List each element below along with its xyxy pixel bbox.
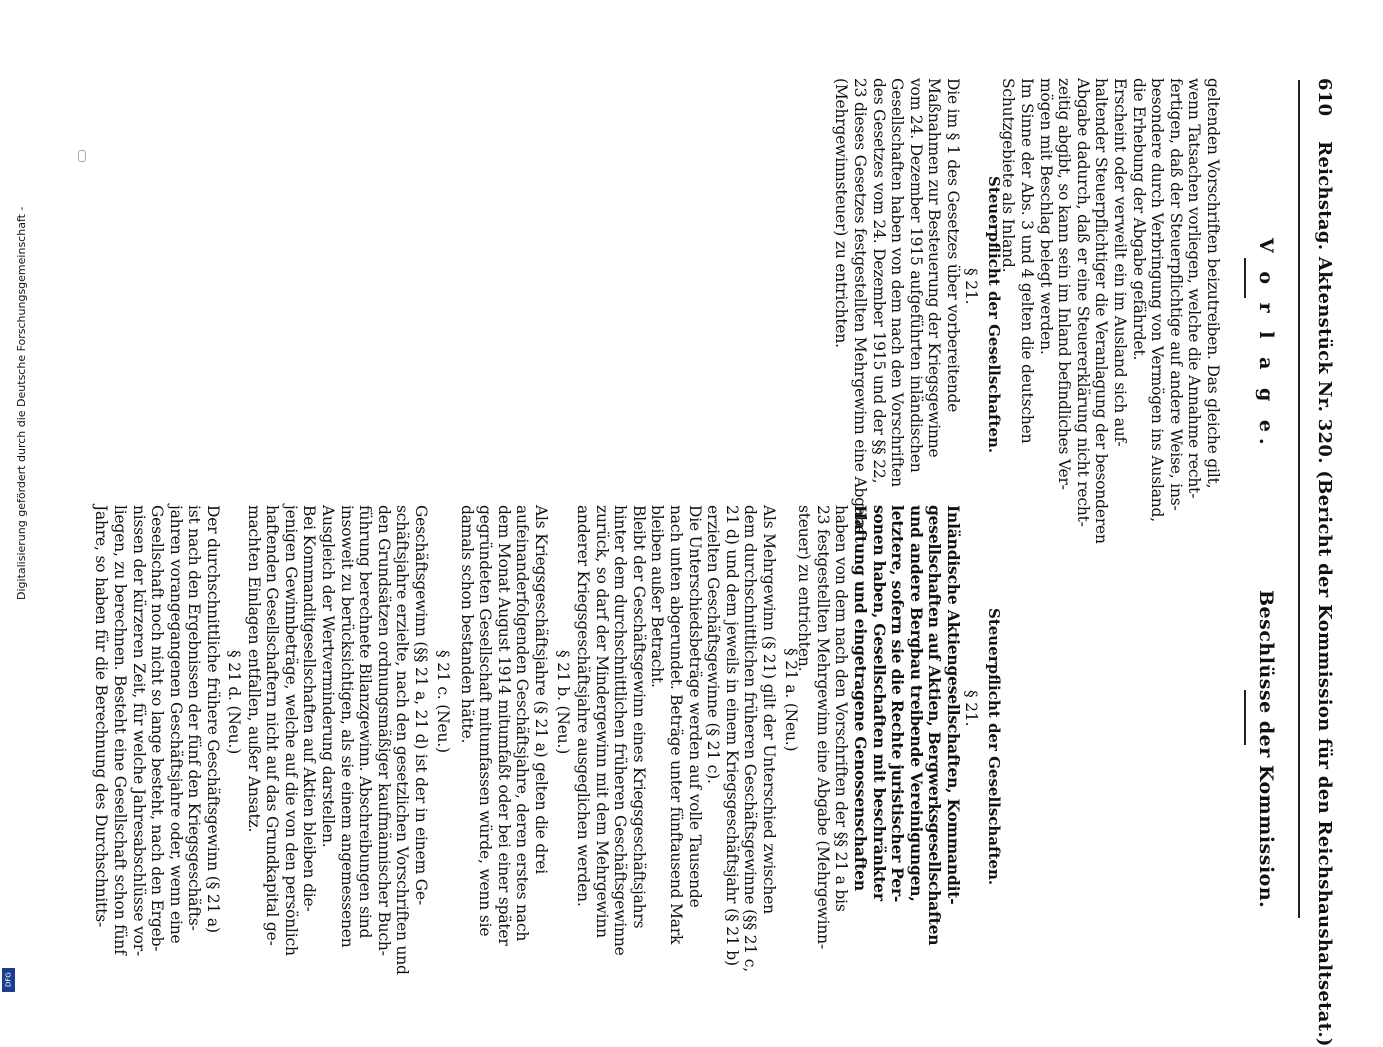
s21a-text-line: erzielten Geschäftsgewinne (§ 21 c). bbox=[704, 505, 723, 784]
beschluesse-bold-line: sonen haben, Gesellschaften mit beschränkter bbox=[869, 505, 889, 901]
vorlage-text-line: mögen mit Beschlag belegt werden. bbox=[1036, 78, 1055, 355]
s21b-text-line: aufeinanderfolgenden Geschäftsjahre, deren erstes nach bbox=[513, 505, 532, 942]
s21b-block bbox=[457, 505, 550, 946]
s21b-lines bbox=[457, 505, 550, 946]
s21c-text-line: jenigen Gewinnbeträge, welche auf die von den persönlich bbox=[281, 505, 300, 956]
s21c-text-line: Ausgleich der Wertverminderung darstellen. bbox=[319, 505, 338, 848]
s21b-text-line: Als Kriegsgeschäftsjahre (§ 21 a) gelten die drei bbox=[532, 505, 550, 875]
vorlage-text-line: 23 dieses Gesetzes festgestellten Mehrgewinn eine Abgabe bbox=[851, 78, 870, 535]
beschluesse-section-heading: Steuerpflicht der Gesellschaften. bbox=[985, 608, 1003, 886]
vorlage-rule bbox=[1244, 258, 1246, 298]
s21a-text-line: dem durchschnittlichen früheren Geschäftsgewinne (§§ 21 c, bbox=[741, 505, 760, 973]
vorlage-text-line: des Gesetzes vom 24. Dezember 1915 und der §§ 22, bbox=[869, 78, 888, 484]
vorlage-section-heading: Steuerpflicht der Gesellschaften. bbox=[985, 176, 1003, 454]
s21a-lines bbox=[573, 505, 778, 973]
vorlage-text-line: haltender Steuerpflichtiger die Veranlagung der besonderen bbox=[1092, 78, 1111, 544]
s21d-text-line: Der durchschnittliche frühere Geschäftsgewinn (§ 21 a) bbox=[204, 505, 222, 933]
s21d-text-line: Gesellschaft noch nicht so lange besteht, nach den Ergeb- bbox=[148, 505, 167, 952]
header-rule bbox=[1298, 80, 1300, 918]
dfg-strip bbox=[0, 0, 28, 1000]
vorlage-text-line: Erscheint oder verweilt ein im Ausland sich auf- bbox=[1111, 78, 1130, 447]
s21d-text-line: jahren vorangegangenen Geschäftsjahre oder, wenn eine bbox=[166, 505, 185, 944]
s21c-text-line: haftenden Gesellschaftern nicht auf das Grundkapital ge- bbox=[263, 505, 282, 946]
vorlage-text-line: (Mehrgewinnsteuer) zu entrichten. bbox=[832, 78, 851, 348]
s21a-text-line: 21 d) und dem jeweils in einem Kriegsgeschäftsjahr (§ 21 b) bbox=[722, 505, 741, 966]
vorlage-text-line: Gesellschaften haben von dem nach den Vorschriften bbox=[888, 78, 907, 487]
s21a-text-line: Bleibt der Geschäftsgewinn eines Kriegsgeschäftsjahrs bbox=[629, 505, 648, 929]
vorlage-text-line: wenn Tatsachen vorliegen, welche die Annahme recht- bbox=[1185, 78, 1204, 499]
beschluesse-bold-line: gesellschaften auf Aktien, Bergwerksgesellschaften bbox=[925, 505, 945, 946]
vorlage-text-line: Die im § 1 des Gesetzes über vorbereitende bbox=[944, 78, 962, 413]
dfg-logo: DFG bbox=[2, 968, 15, 992]
beschluesse-text-line: haben von dem nach den Vorschriften der §§ 21 a bis bbox=[832, 505, 851, 912]
vorlage-top-block bbox=[999, 78, 1222, 544]
scan-mark bbox=[78, 150, 86, 162]
s21d-text-line: nissen der kürzeren Zeit, für welche Jahresabschlüsse vor- bbox=[129, 505, 148, 957]
page-number: 610 bbox=[1314, 78, 1335, 117]
s21b-text-line: gegründeten Gesellschaft mitumfassen würde, wenn sie bbox=[476, 505, 495, 937]
s21d-block bbox=[92, 505, 222, 957]
s21c-text-line: schäftsjahre erzielte, nach den gesetzlichen Vorschriften und bbox=[393, 505, 412, 975]
beschluesse-bold-line: letztere, sofern sie die Rechte juristischer Per- bbox=[888, 505, 908, 903]
s21c-text-line: den Grundsätzen ordnungsmäßiger kaufmännischer Buch- bbox=[374, 505, 393, 956]
s21c-text-line: führung berechnete Bilanzgewinn. Abschreibungen sind bbox=[356, 505, 375, 939]
beschluesse-text-line: 23 festgestellten Mehrgewinn eine Abgabe (Mehrgewinn- bbox=[813, 505, 832, 949]
s21a-text-line: Die Unterschiedsbeträge werden auf volle Tausende bbox=[685, 505, 704, 908]
vorlage-paragraph bbox=[832, 78, 962, 535]
s21a-block bbox=[573, 505, 778, 973]
s21a-text-line: zurück, so darf der Mindergewinn mit dem Mehrgewinn bbox=[592, 505, 611, 938]
vorlage-title: V o r l a g e. bbox=[1255, 238, 1277, 451]
s21c-lines bbox=[244, 505, 430, 975]
vorlage-text-line: Schutzgebiete als Inland. bbox=[999, 78, 1018, 273]
vorlage-text-line: geltenden Vorschriften beizutreiben. Das gleiche gilt, bbox=[1204, 78, 1222, 489]
running-header bbox=[1314, 78, 1335, 1047]
digitization-notice: Digitalisierung gefördert durch die Deutsche Forschungsgemeinschaft - bbox=[15, 206, 28, 600]
beschluesse-section-number: § 21. bbox=[962, 690, 980, 727]
vorlage-text-line: Abgabe dadurch, daß er eine Steuererklärung nicht recht- bbox=[1073, 78, 1092, 527]
vorlage-para-lines bbox=[832, 78, 962, 535]
beschluesse-bold-line: Inländische Aktiengesellschaften, Kommandit- bbox=[944, 505, 963, 905]
s21b-text-line: damals schon bestanden hätte. bbox=[457, 505, 476, 744]
running-title: Reichstag. Aktenstück Nr. 320. (Bericht der Kommission für den Reichshaushaltsetat.) bbox=[1314, 141, 1335, 1047]
beschluesse-plain-lines bbox=[795, 505, 851, 949]
s21a-number: § 21 a. (Neu.) bbox=[782, 648, 800, 752]
beschluesse-s21-block bbox=[795, 505, 963, 949]
s21a-text-line: hinter dem durchschnittlichen früheren Geschäftsgewinne bbox=[611, 505, 630, 956]
beschluesse-text-line: steuer) zu entrichten. bbox=[795, 505, 814, 672]
vorlage-text-line: besondere durch Verbringung von Vermögen ins Ausland, bbox=[1148, 78, 1167, 523]
s21a-text-line: anderer Kriegsgeschäftsjahre ausgeglichen werden. bbox=[574, 505, 593, 907]
vorlage-top-lines bbox=[999, 78, 1222, 544]
beschluesse-bold-line: und andere Bergbau treibende Vereinigungen, bbox=[906, 505, 926, 902]
vorlage-text-line: Maßnahmen zur Besteuerung der Kriegsgewinne bbox=[925, 78, 944, 458]
s21c-text-line: machten Einlagen entfallen, außer Ansatz. bbox=[244, 505, 263, 833]
s21c-block bbox=[244, 505, 430, 975]
vorlage-text-line: die Erhebung der Abgabe gefährdet. bbox=[1129, 78, 1148, 361]
beschluesse-rule bbox=[1244, 690, 1246, 745]
s21b-text-line: dem Monat August 1914 mitumfaßt oder bei einer später bbox=[494, 505, 513, 946]
vorlage-text-line: Im Sinne der Abs. 3 und 4 gelten die deutschen bbox=[1018, 78, 1037, 444]
s21c-text-line: Bei Kommanditgesellschaften auf Aktien bleiben die- bbox=[300, 505, 319, 912]
s21c-number: § 21 c. (Neu.) bbox=[434, 650, 452, 753]
beschluesse-title: Beschlüsse der Kommission. bbox=[1255, 590, 1277, 909]
vorlage-text-line: zeitig abgibt, so kann sein im Inland befindliches Ver- bbox=[1055, 78, 1074, 490]
s21d-lines bbox=[92, 505, 222, 957]
vorlage-text-line: fertigen, daß der Steuerpflichtige auf andere Weise, ins- bbox=[1166, 78, 1185, 511]
s21d-number: § 21 d. (Neu.) bbox=[225, 650, 243, 755]
s21c-text-line: Geschäftsgewinn (§§ 21 a, 21 d) ist der in einem Ge- bbox=[412, 505, 430, 905]
s21b-number: § 21 b. (Neu.) bbox=[554, 650, 572, 755]
vorlage-section-number: § 21. bbox=[962, 268, 980, 305]
s21c-text-line: insoweit zu berücksichtigen, als sie einem angemessenen bbox=[337, 505, 356, 948]
s21a-text-line: bleiben außer Betracht. bbox=[648, 505, 667, 688]
beschluesse-bold-line: Haftung und eingetragene Genossenschaften bbox=[851, 505, 871, 891]
vorlage-text-line: vom 24. Dezember 1915 aufgeführten inländischen bbox=[906, 78, 925, 473]
s21d-text-line: Jahre, so haben für die Berechnung des Durchschnitts- bbox=[92, 505, 111, 928]
s21a-text-line: Als Mehrgewinn (§ 21) gilt der Unterschied zwischen bbox=[760, 505, 778, 914]
s21d-text-line: liegen, zu berechnen. Besteht eine Gesellschaft schon fünf bbox=[111, 505, 130, 955]
beschluesse-bold-lines bbox=[850, 505, 963, 946]
s21d-text-line: ist nach den Ergebnissen der fünf den Kriegsgeschäfts- bbox=[185, 505, 204, 931]
s21a-text-line: nach unten abgerundet. Beträge unter fünftausend Mark bbox=[667, 505, 686, 945]
